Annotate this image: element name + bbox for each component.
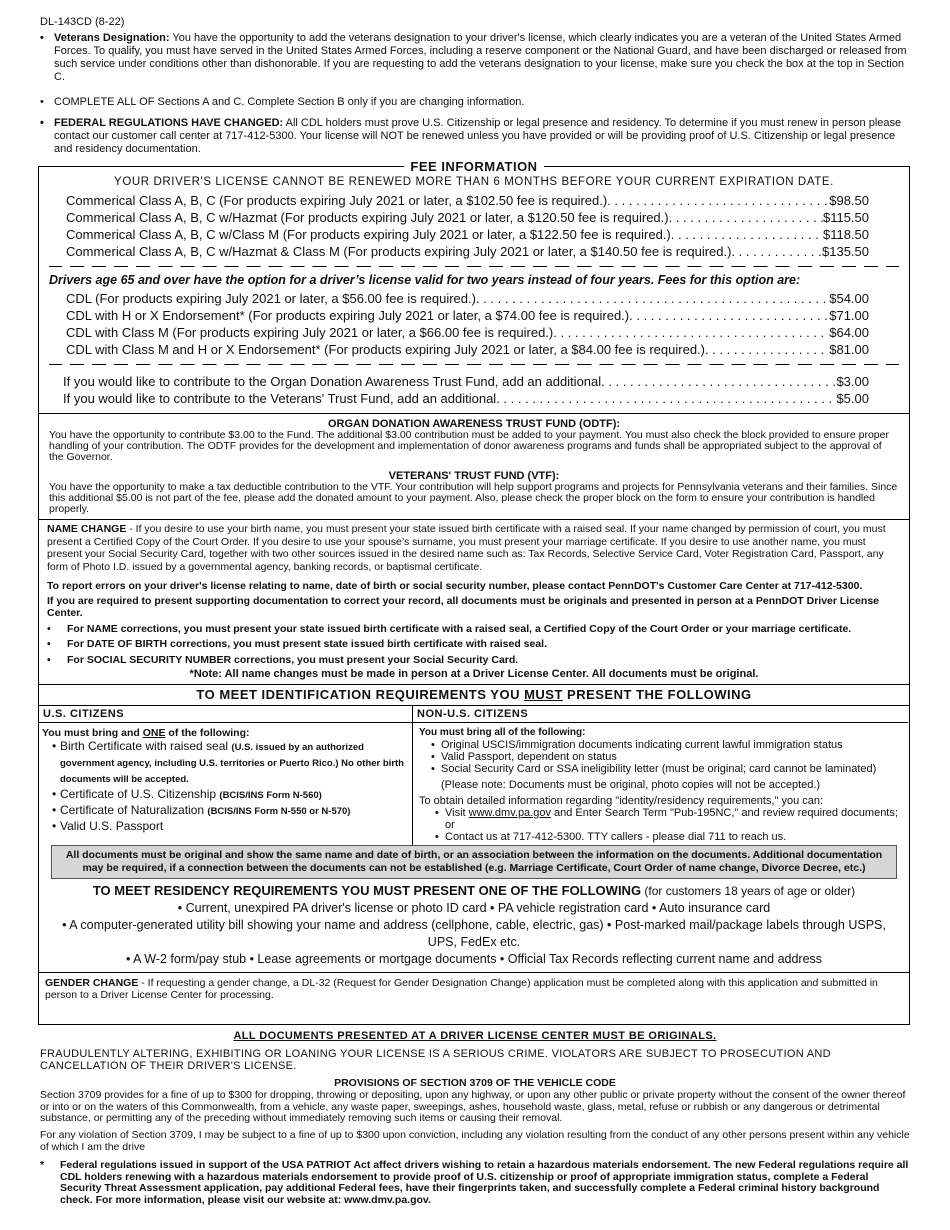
cdl-fee-list [39,290,909,358]
bullet: • [40,96,44,108]
residency-line: • Current, unexpired PA driver's license or photo ID card • PA vehicle registration card • Auto insurance card [177,900,771,915]
us-doc-item: • Certificate of Naturalization (BCIS/INS Form N-550 or N-570) [42,803,408,819]
violation-text: For any violation of Section 3709, I may be subject to a fine of up to $300 upon conviction, including any violation resulting from the conduct of any other persons present within any vehicle of which I am the drive [40,1129,910,1153]
correction-bullet: • For DATE OF BIRTH corrections, you must present state issued birth certificate with raised seal. [47,638,548,650]
us-citizens-header: U.S. CITIZENS [39,706,412,723]
dashed-divider [49,364,899,365]
visit-website-item: • Visit www.dmv.pa.gov and Enter Search Term "Pub-195NC," and review required documents; or [435,806,898,831]
correction-bullet: • For SOCIAL SECURITY NUMBER corrections, you must present your Social Security Card. [47,653,519,666]
fee-row: Commerical Class A, B, C w/Hazmat (For products expiring July 2021 or later, a $120.50 fee is required.) . . . $115.50 [66,209,869,226]
us-intro: You must bring and ONE of the following: [42,726,250,739]
vtf-section [39,463,909,520]
fee-row: CDL with Class M and H or X Endorsement* (For products expiring July 2021 or later, a $84.00 fee is required.) . . . $81.00 [66,341,869,358]
fee-row: Commerical Class A, B, C (For products expiring July 2021 or later, a $102.50 fee is required.) . . . $98.50 [66,192,869,209]
fraud-warning: FRAUDULENTLY ALTERING, EXHIBITING OR LOANING YOUR LICENSE IS A SERIOUS CRIME. VIOLATORS ARE SUBJECT TO PROSECUTION AND CANCELLATION OF THEIR DRIVER'S LICENSE. [40,1048,831,1072]
correction-bullet: • For NAME corrections, you must present your state issued birth certificate with a raised seal, a Certified Copy of the Court Order or your marriage certificate. [47,622,852,635]
fee-row: CDL with Class M (For products expiring July 2021 or later, a $66.00 fee is required.) . . . $64.00 [66,324,869,341]
veterans-title: Veterans Designation: [54,32,170,44]
original-documents-notice: All documents must be original and show the same name and date of birth, or an association between the information on the documents. Additional documentation may be required, if a connection between the documents can not be established (e.g. Marriage Certificate, Court Order of name change, Divorce Decree, etc.) [51,845,897,879]
name-change-title: NAME CHANGE [47,523,127,535]
dashed-divider [49,266,899,267]
fee-row: CDL (For products expiring July 2021 or later, a $56.00 fee is required.) . . . $54.00 [66,290,869,307]
fee-row: CDL with H or X Endorsement* (For products expiring July 2021 or later, a $74.00 fee is required.) . . . $71.00 [66,307,869,324]
non-us-citizens-list [413,723,908,845]
odtf-title: ORGAN DONATION AWARENESS TRUST FUND (ODTF): [327,418,621,430]
gender-change-title: GENDER CHANGE [45,976,139,989]
fee-title: FEE INFORMATION [404,159,543,174]
gender-change-text: - If requesting a gender change, a DL-32 (Request for Gender Designation Change) application must be completed along with this application and submitted in person to a Driver License Center for processing. [45,976,878,1001]
residency-title: TO MEET RESIDENCY REQUIREMENTS YOU MUST PRESENT ONE OF THE FOLLOWING [92,882,642,898]
vtf-title: VETERANS' TRUST FUND (VTF): [388,470,560,482]
us-doc-item: • Valid U.S. Passport [42,819,408,833]
fee-information-box [38,159,910,414]
residency-section [39,882,909,968]
federal-text: All CDL holders must prove U.S. Citizenship or legal presence and residency. To determine if you must renew in person please contact our customer call center at 717-412-5300. Your license will NOT be renewed unless you have provided or will be providing proof of U.S. Citizenship or legal presence and residency documentation. [54,117,902,155]
contribution-fee-list [39,371,909,407]
fee-title-wrap [39,158,909,176]
fee-row: If you would like to contribute to the Organ Donation Awareness Trust Fund, add an additional . . . $3.00 [63,373,869,390]
veterans-designation-paragraph [40,32,910,84]
information-box [38,413,910,1025]
bullet: • [40,32,44,44]
residency-suffix: (for customers 18 years of age or older) [641,883,856,898]
us-doc-item: • Certificate of U.S. Citizenship (BCIS/INS Form N-560) [42,787,408,803]
us-citizens-column [39,706,413,845]
us-citizens-list [39,723,412,843]
patriot-text: Federal regulations issued in support of the USA PATRIOT Act affect drivers wishing to retain a hazardous materials endorsement. The new Federal regulations require all CDL holders renewing with a hazardous materials endorsement to provide proof of U.S. citizenship or proof of appropriate immigration status, complete a Federal Security Threat Assessment application, pay additional Federal fees, have their fingerprints taken, and successfully complete a Federal criminal history background check. For more information, please visit our website at: www.dmv.pa.gov. [60,1159,909,1206]
contact-item: • Contact us at 717-412-5300. TTY callers - please dial 711 to reach us. [435,830,787,843]
complete-sections-paragraph [40,96,910,109]
residency-line: • A W-2 form/pay stub • Lease agreements or mortgage documents • Official Tax Records reflecting current name and address [125,951,823,966]
provisions-text: Section 3709 provides for a fine of up to $300 for dropping, throwing or depositing, upon any highway, or upon any other public or private property without the consent of the owner thereof or into or on the waters of this Commonwealth, from a vehicle, any waste paper, sweepings, ashes, household waste, glass, metal, refuse or rubbish or any dangerous or detrimental substance, or permitting any of the preceding without immediately removing such items or causing their removal. [40,1089,906,1124]
us-doc-item: • Birth Certificate with raised seal (U.S. issued by an authorized government agency, including U.S. territories or Puerto Rico.) No other birth documents will be accepted. [42,739,408,787]
non-us-doc-item: • Social Security Card or SSA ineligibility letter (must be original; card cannot be laminated) [431,762,877,775]
fee-row: Commerical Class A, B, C w/Class M (For products expiring July 2021 or later, a $122.50 fee is required.) . . . $118.50 [66,226,869,243]
age65-note: Drivers age 65 and over have the option for a driver’s license valid for two years instead of four years. Fees for this option are: [49,273,801,287]
supporting-docs-text: If you are required to present supporting documentation to correct your record, all documents must be originals and presented in person at a PennDOT Driver License Center. [47,594,879,619]
commercial-fee-list [39,188,909,260]
identification-columns [39,706,909,845]
identification-header: TO MEET IDENTIFICATION REQUIREMENTS YOU MUST PRESENT THE FOLLOWING [39,684,909,706]
bullet: • [40,117,44,129]
non-us-citizens-header: NON-U.S. CITIZENS [413,706,908,723]
complete-text: COMPLETE ALL OF Sections A and C. Complete Section B only if you are changing information. [54,96,525,108]
federal-regulations-paragraph [40,117,910,156]
non-us-intro: You must bring all of the following: [419,726,586,738]
form-number: DL-143CD (8-22) [40,16,125,28]
non-us-citizens-column [413,706,908,845]
fee-row: Commerical Class A, B, C w/Hazmat & Class M (For products expiring July 2021 or later, a $140.50 fee is required.) . . . $135.50 [66,243,869,260]
originals-notice: ALL DOCUMENTS PRESENTED AT A DRIVER LICENSE CENTER MUST BE ORIGINALS. [233,1030,717,1042]
dmv-website-link[interactable]: www.dmv.pa.gov [468,806,551,819]
non-us-doc-item: • Valid Passport, dependent on status [431,750,617,763]
name-change-note: *Note: All name changes must be made in person at a Driver License Center. All documents must be original. [189,668,759,680]
federal-title: FEDERAL REGULATIONS HAVE CHANGED: [54,117,284,129]
odtf-text: You have the opportunity to contribute $3.00 to the Fund. The additional $3.00 contribution must be added to your payment. You must also check the block provided to ensure proper handling of your contribution. The ODTF provides for the development and implementation of donor awareness programs and funds shall be appropriated subject to the approval of the Governor. [49,429,889,463]
asterisk: * [40,1159,45,1171]
patriot-act-notice [40,1160,910,1206]
report-errors-text: To report errors on your driver's license relating to name, date of birth or social security number, please contact PennDOT's Customer Care Center at 717-412-5300. [47,580,863,592]
provisions-title: PROVISIONS OF SECTION 3709 OF THE VEHICLE CODE [334,1077,616,1089]
non-us-obtain: To obtain detailed information regarding "identity/residency requirements," you can: [419,794,824,807]
name-change-text: - If you desire to use your birth name, you must present your state issued birth certificate with a raised seal. If your name changed by permission of court, you must present a Certified Copy of the Court Order. If you desire to use your spouse’s surname, you must present your marriage certificate. If you desire to use another name, you must present your Social Security Card, together with two other sources issued in the desired name such as: Tax Records, Selective Service Card, Voter Registration Card, Passport, any form of Photo I.D. issued by a governmental agency, banking records, or baptismal certificate. [47,523,886,573]
residency-line: • A computer-generated utility bill showing your name and address (cellphone, cable, electric, gas) • Post-marked mail/package labels through USPS, UPS, FedEx etc. [62,917,886,949]
gender-change-section [39,972,909,1005]
veterans-text: You have the opportunity to add the veterans designation to your driver's license, which clearly indicates you are a veteran of the United States Armed Forces. To qualify, you must have served in the United States Armed Forces, including a reserve component or the National Guard, and have been discharged or released from such service under conditions other than dishonorable. If you are requesting to add the veterans designation to your license, make sure you check the box at the top in Section C. [54,32,907,83]
vtf-text: You have the opportunity to make a tax deductible contribution to the VTF. Your contribution will help support programs and projects for Pennsylvania veterans and their families. Since this additional $5.00 is not part of the fee, please add the donated amount to your payment. Also, please check the proper block on the form to ensure your contribution is handled properly. [49,481,898,515]
odtf-section [39,414,909,463]
non-us-doc-item: • Original USCIS/immigration documents indicating current lawful immigration status [431,738,843,751]
fee-row: If you would like to contribute to the Veterans' Trust Fund, add an additional . . . $5.00 [63,390,869,407]
non-us-note: (Please note: Documents must be original, photo copies will not be accepted.) [441,778,821,791]
fee-subtitle: YOUR DRIVER'S LICENSE CANNOT BE RENEWED MORE THAN 6 MONTHS BEFORE YOUR CURRENT EXPIRATION DATE. [114,176,834,188]
name-change-section [39,520,909,684]
